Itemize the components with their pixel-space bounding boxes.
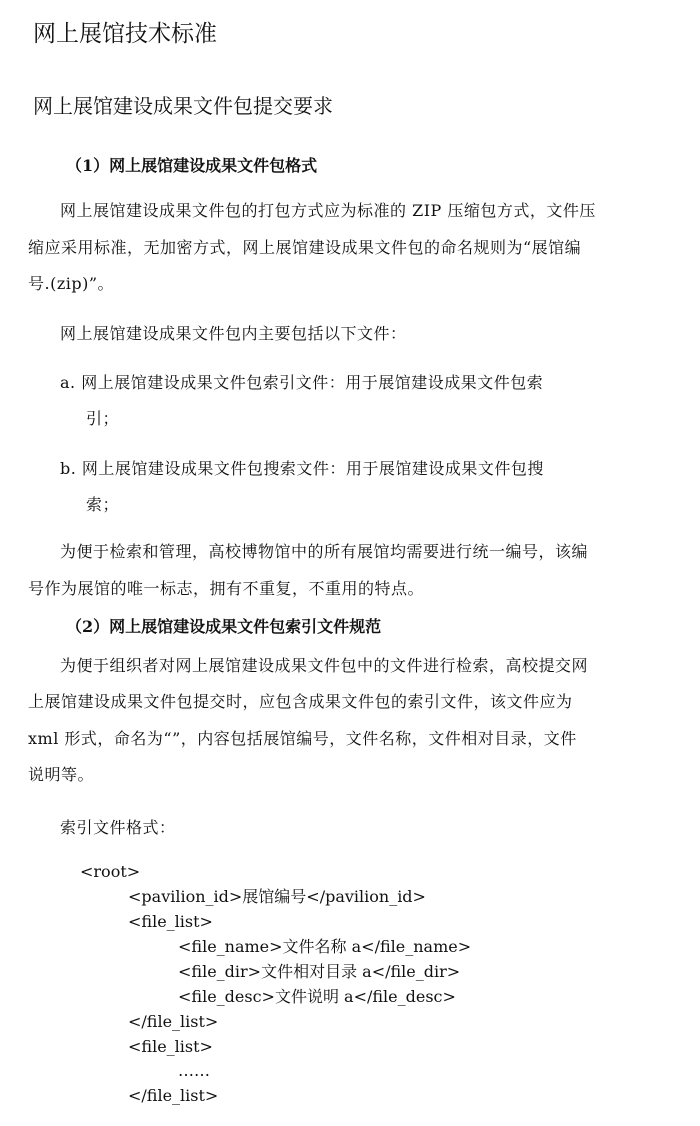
index-format-label: 索引文件格式： (60, 818, 176, 837)
s2-paragraph-1-line-1: 为便于组织者对网上展馆建设成果文件包中的文件进行检索，高校提交网 (60, 656, 589, 675)
document-title: 网上展馆技术标准 (33, 21, 217, 47)
xml-file-desc: <file_desc>文件说明 a</file_desc> (178, 987, 456, 1006)
s1-paragraph-3-line-1: 为便于检索和管理，高校博物馆中的所有展馆均需要进行统一编号，该编 (60, 542, 589, 561)
list-item-b-line-1: b. 网上展馆建设成果文件包搜索文件：用于展馆建设成果文件包搜 (60, 459, 544, 478)
list-item-a-line-1: a. 网上展馆建设成果文件包索引文件：用于展馆建设成果文件包索 (60, 373, 544, 392)
s1-paragraph-3-line-2: 号作为展馆的唯一标志，拥有不重复，不重用的特点。 (28, 579, 425, 598)
xml-pavilion-id: <pavilion_id>展馆编号</pavilion_id> (128, 887, 426, 906)
xml-file-list-close: </file_list> (128, 1012, 219, 1031)
s1-paragraph-1-line-2: 缩应采用标准，无加密方式，网上展馆建设成果文件包的命名规则为“展馆编 (28, 238, 582, 257)
xml-root-open: <root> (80, 862, 141, 881)
list-item-a-line-2: 引； (86, 409, 120, 428)
s2-paragraph-1-line-2: 上展馆建设成果文件包提交时，应包含成果文件包的索引文件，该文件应为 (28, 692, 573, 711)
s1-paragraph-1-line-1: 网上展馆建设成果文件包的打包方式应为标准的 ZIP 压缩包方式，文件压 (60, 201, 596, 220)
xml-file-list-close-2: </file_list> (128, 1086, 219, 1105)
xml-file-list-open-2: <file_list> (128, 1037, 213, 1056)
section-title: 网上展馆建设成果文件包提交要求 (33, 94, 333, 118)
s2-paragraph-1-line-3: xml 形式，命名为“”，内容包括展馆编号，文件名称，文件相对目录，文件 (28, 729, 577, 748)
xml-file-name: <file_name>文件名称 a</file_name> (178, 937, 472, 956)
list-item-b-line-2: 索； (86, 495, 120, 514)
s2-paragraph-1-line-4: 说明等。 (28, 765, 95, 784)
section-1-heading: （1）网上展馆建设成果文件包格式 (66, 156, 318, 175)
xml-ellipsis: …… (178, 1061, 210, 1080)
s1-paragraph-2: 网上展馆建设成果文件包内主要包括以下文件： (60, 324, 407, 343)
section-2-heading: （2）网上展馆建设成果文件包索引文件规范 (66, 617, 382, 636)
s1-paragraph-1-line-3: 号.(zip)”。 (28, 274, 115, 293)
xml-file-list-open: <file_list> (128, 912, 213, 931)
xml-file-dir: <file_dir>文件相对目录 a</file_dir> (178, 962, 461, 981)
